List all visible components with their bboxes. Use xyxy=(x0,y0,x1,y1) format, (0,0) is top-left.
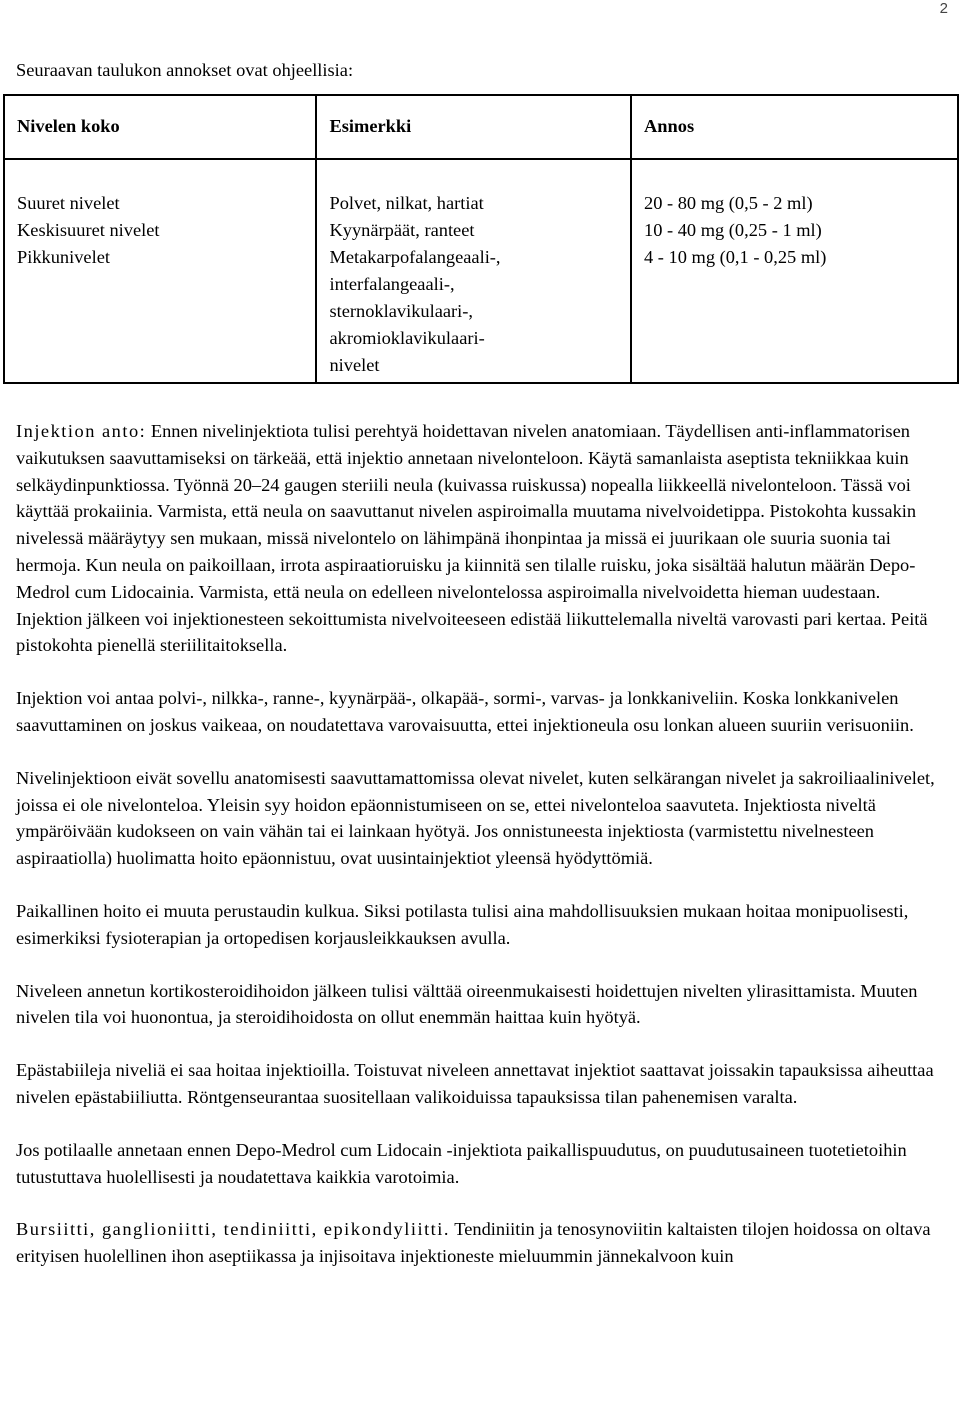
paragraph-unstable: Epästabiileja niveliä ei saa hoitaa injektioilla. Toistuvat niveleen annettavat injektiot saattavat joissakin tapauksissa aiheuttaa nivelen epästabiiliutta. Röntgenseurantaa suositellaan valikoiduissa tapauksissa tilan pahenemisen varalta. xyxy=(16,1060,934,1107)
table-row xyxy=(4,244,958,379)
example-line: akromioklavikulaari- xyxy=(329,328,485,348)
table-header-row xyxy=(4,95,958,159)
paragraph-overuse: Niveleen annetun kortikosteroidihoidon jälkeen tulisi välttää oireenmukaisesti hoidettujen nivelten ylirasittamista. Muuten nivelen tila voi huonontua, ja steroidihoidosta on ollut enemmän haittaa kuin hyötyä. xyxy=(16,980,918,1028)
paragraph-anesthesia: Jos potilaalle annetaan ennen Depo-Medrol cum Lidocain -injektiota paikallispuudutus, on puudutusaineen tuotetietoihin tutustuttava huolellisesti ja noudatettava kaikkia varotoimia. xyxy=(16,1139,907,1187)
table-row xyxy=(4,190,958,217)
example-line: Metakarpofalangeaali-, xyxy=(329,247,501,267)
cell-example: Kyynärpäät, ranteet xyxy=(316,217,631,244)
cell-example xyxy=(316,244,631,379)
cell-dose: 4 - 10 mg (0,1 - 0,25 ml) xyxy=(644,247,827,267)
cell-example: Polvet, nilkat, hartiat xyxy=(316,190,631,217)
cell-joint-size: Suuret nivelet xyxy=(17,193,120,213)
paragraph-local-treatment: Paikallinen hoito ei muuta perustaudin kulkua. Siksi potilasta tulisi aina mahdollisuuksien mukaan hoitaa monipuolisesti, esimerkiksi fysioterapian ja ortopedisen korjausleikkauksen avulla. xyxy=(16,900,909,948)
page-number: 2 xyxy=(939,0,948,17)
table-intro: Seuraavan taulukon annokset ovat ohjeellisia: xyxy=(16,60,354,80)
cell-joint-size: Keskisuuret nivelet xyxy=(17,220,160,240)
body-text xyxy=(16,418,951,1296)
paragraph-bursitis: Bursiitti, ganglioniitti, tendiniitti, epikondyliitti. Tendiniitin ja tenosynoviitin kaltaisten tilojen hoidossa on oltava erityisen huolellinen ihon aseptiikassa ja injisoitava injektioneste mieluummin jännekalvoon kuin xyxy=(16,1219,931,1267)
header-example: Esimerkki xyxy=(316,95,631,159)
paragraph-unsuitable: Nivelinjektioon eivät sovellu anatomisesti saavuttamattomissa olevat nivelet, kuten selkärangan nivelet ja sakroiliaalinivelet, joissa ei ole nivelonteloa. Yleisin syy hoidon epäonnistumiseen on se, ettei nivelonteloa saavuteta. Injektiosta niveltä ympäröivään kudokseen on vain vähän tai ei lainkaan hyötyä. Jos onnistuneesta injektiosta (varmistettu nivelnesteen aspiraatiolla) huolimatta hoito epäonnistuu, ovat uusintainjektiot yleensä hyödyttömiä. xyxy=(16,767,935,869)
example-line: interfalangeaali-, xyxy=(329,274,455,294)
dose-table xyxy=(3,94,959,384)
header-dose: Annos xyxy=(631,95,958,159)
example-line: nivelet xyxy=(329,355,380,375)
cell-dose: 10 - 40 mg (0,25 - 1 ml) xyxy=(644,220,822,240)
cell-joint-size: Pikkunivelet xyxy=(17,247,110,267)
cell-dose: 20 - 80 mg (0,5 - 2 ml) xyxy=(644,193,813,213)
section-lead: Bursiitti, ganglioniitti, tendiniitti, epikondyliitti. xyxy=(16,1219,450,1240)
table-row xyxy=(4,217,958,244)
section-lead: Injektion anto: xyxy=(16,421,147,441)
paragraph-injection: Injektion anto: Ennen nivelinjektiota tulisi perehtyä hoidettavan nivelen anatomiaan. Täydellisen anti-inflammatorisen vaikutuksen saavuttamiseksi on tärkeää, että injektio annetaan nivelonteloon. Käytä samanlaista aseptista tekniikkaa kuin selkäydinpunktiossa. Työnnä 20–24 gaugen steriili neula (kuivassa ruiskussa) nopealla liikkeellä nivelonteloon. Tässä voi käyttää prokaiinia. Varmista, että neula on saavuttanut nivelen aspiroimalla muutama nivelvoidetippa. Pistokohta kussakin nivelessä määräytyy sen mukaan, missä nivelontelo on lähimpänä ihonpintaa ja missä ei juurikaan ole suuria suonia tai hermoja. Kun neula on paikoillaan, irrota aspiraatioruisku ja kiinnitä sen tilalle ruisku, joka sisältää halutun määrän Depo-Medrol cum Lidocainia. Varmista, että neula on edelleen nivelontelossa aspiroimalla nivelvoidetta hieman uudestaan. Injektion jälkeen voi injektionesteen sekoittumista nivelvoiteeseen edistää liikuttelemalla niveltä varovasti pari kertaa. Peitä pistokohta pienellä steriilitaitoksella. xyxy=(16,421,928,656)
header-joint-size: Nivelen koko xyxy=(4,95,316,159)
example-line: sternoklavikulaari-, xyxy=(329,301,473,321)
paragraph-joints: Injektion voi antaa polvi-, nilkka-, ranne-, kyynärpää-, olkapää-, sormi-, varvas- ja lonkkaniveliin. Koska lonkkanivelen saavuttaminen on joskus vaikeaa, on noudatettava varovaisuutta, ettei injektioneula osu lonkan alueen suuriin verisuoniin. xyxy=(16,688,914,735)
